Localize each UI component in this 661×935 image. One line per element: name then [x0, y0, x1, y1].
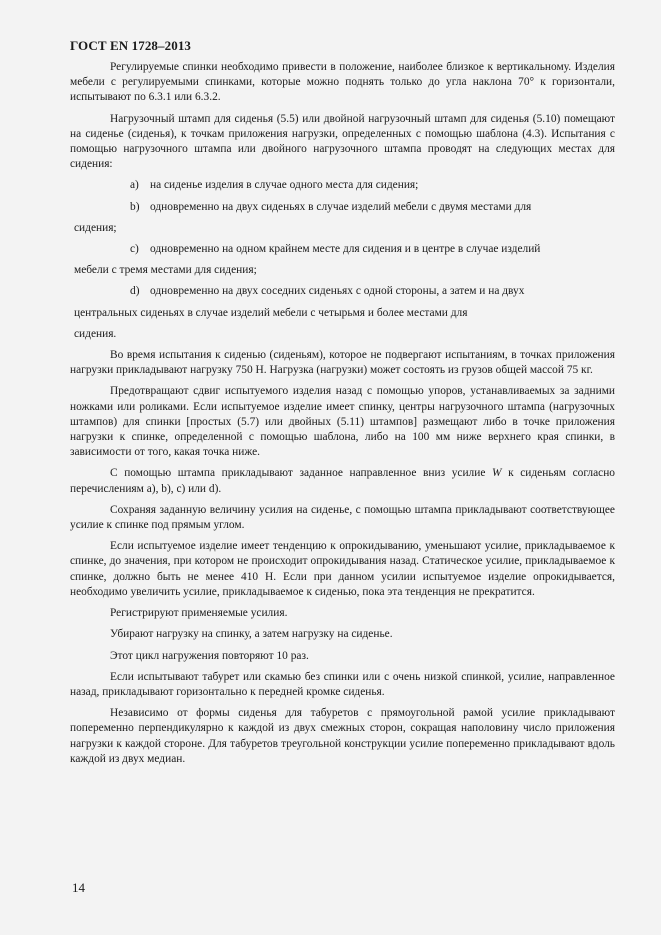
list-item-continuation: центральных сиденьях в случае изделий мебели с четырьмя и более местами для [74, 306, 468, 319]
list-item-b [70, 200, 615, 236]
list-item-continuation: мебели с тремя местами для сидения; [74, 264, 257, 277]
paragraph-text: С помощью штампа прикладывают заданное направленное вниз усилие [110, 467, 492, 480]
paragraph: Независимо от формы сиденья для табуретов с прямоугольной рамой усилие прикладывают попеременно перпендикулярно к каждой из двух смежных сторон, сокращая наполовину число приложения нагрузки к каждой стороне. Для табуретов треугольной конструкции усилие попеременно прикладывают вдоль каждой из двух медиан. [70, 707, 615, 765]
paragraph: Регистрируют применяемые усилия. [110, 607, 288, 620]
paragraph: Если испытывают табурет или скамью без спинки или с очень низкой спинкой, усилие, направленное назад, прикладывают горизонтально к передней кромке сиденья. [70, 670, 615, 698]
document-body [70, 60, 615, 773]
list-marker: d) [130, 285, 140, 298]
page-number: 14 [72, 880, 85, 895]
list-item-continuation: сидения; [74, 221, 117, 234]
paragraph: Во время испытания к сиденью (сиденьям), которое не подвергают испытаниям, в точках приложения нагрузки прикладывают нагрузку 750 Н. Нагрузка (нагрузки) может состоять из грузов общей массой 75 кг. [70, 349, 615, 377]
paragraph [70, 466, 615, 496]
list-item-c [70, 242, 615, 278]
paragraph: Убирают нагрузку на спинку, а затем нагрузку на сиденье. [110, 628, 393, 641]
paragraph: Регулируемые спинки необходимо привести в положение, наиболее близкое к вертикальному. Изделия мебели с регулируемыми спинками, которые можно поднять только до угла наклона 70° к горизонтали, испытывают по 6.3.1 или 6.3.2. [70, 61, 615, 104]
paragraph: Сохраняя заданную величину усилия на сиденье, с помощью штампа прикладывают соответствующее усилие к спинке под прямым углом. [70, 503, 615, 532]
paragraph: Предотвращают сдвиг испытуемого изделия назад с помощью упоров, устанавливаемых за задними ножками или роликами. Если испытуемое изделие имеет спинку, центры нагрузочного штампа (нагрузочных штампов) для спинки [простых (5.7) или двойных (5.11) штампов] размещают либо в точке приложения нагрузки к спинке, определенной с помощью шаблона, либо на 100 мм ниже верхнего края спинки, в зависимости от того, какая точка ниже. [70, 385, 615, 459]
list-item-text: одновременно на двух сиденьях в случае изделий мебели с двумя местами для [150, 200, 532, 213]
list-item-continuation: сидения. [74, 327, 117, 340]
paragraph: Нагрузочный штамп для сиденья (5.5) или двойной нагрузочный штамп для сиденья (5.10) помещают на сиденье (сиденья), к точкам приложения нагрузки, определенных с помощью шаблона (4.3). Испытания с помощью нагрузочного штампа или двойного нагрузочного штампа проводят на следующих местах для сидения: [70, 112, 615, 171]
paragraph: Если испытуемое изделие имеет тенденцию к опрокидыванию, уменьшают усилие, прикладываемое к спинке, до значения, при котором не происходит опрокидывания назад. Статическое усилие, прикладываемое к спинке, должно быть не менее 410 Н. Если при данном усилии испытуемое изделие опрокидывается, необходимо увеличить усилие, прикладываемое к сиденью, пока эта тенденция не прекратится. [70, 540, 615, 598]
list-marker: b) [130, 200, 140, 213]
list-item-text: на сиденье изделия в случае одного места для сидения; [150, 179, 419, 192]
document-header: ГОСТ EN 1728–2013 [70, 38, 192, 53]
paragraph: Этот цикл нагружения повторяют 10 раз. [110, 649, 309, 662]
force-symbol: W [492, 467, 502, 480]
list-item-a [70, 178, 615, 193]
list-marker: a) [130, 179, 139, 192]
paragraph-text: к сиденьям согласно перечислениям а), b), c) или d). [70, 467, 615, 495]
list-item-text: одновременно на двух соседних сиденьях с одной стороны, а затем и на двух [150, 285, 525, 298]
list-marker: c) [130, 243, 139, 256]
list-item-text: одновременно на одном крайнем месте для сидения и в центре в случае изделий [150, 243, 541, 256]
list-item-d [70, 284, 615, 342]
